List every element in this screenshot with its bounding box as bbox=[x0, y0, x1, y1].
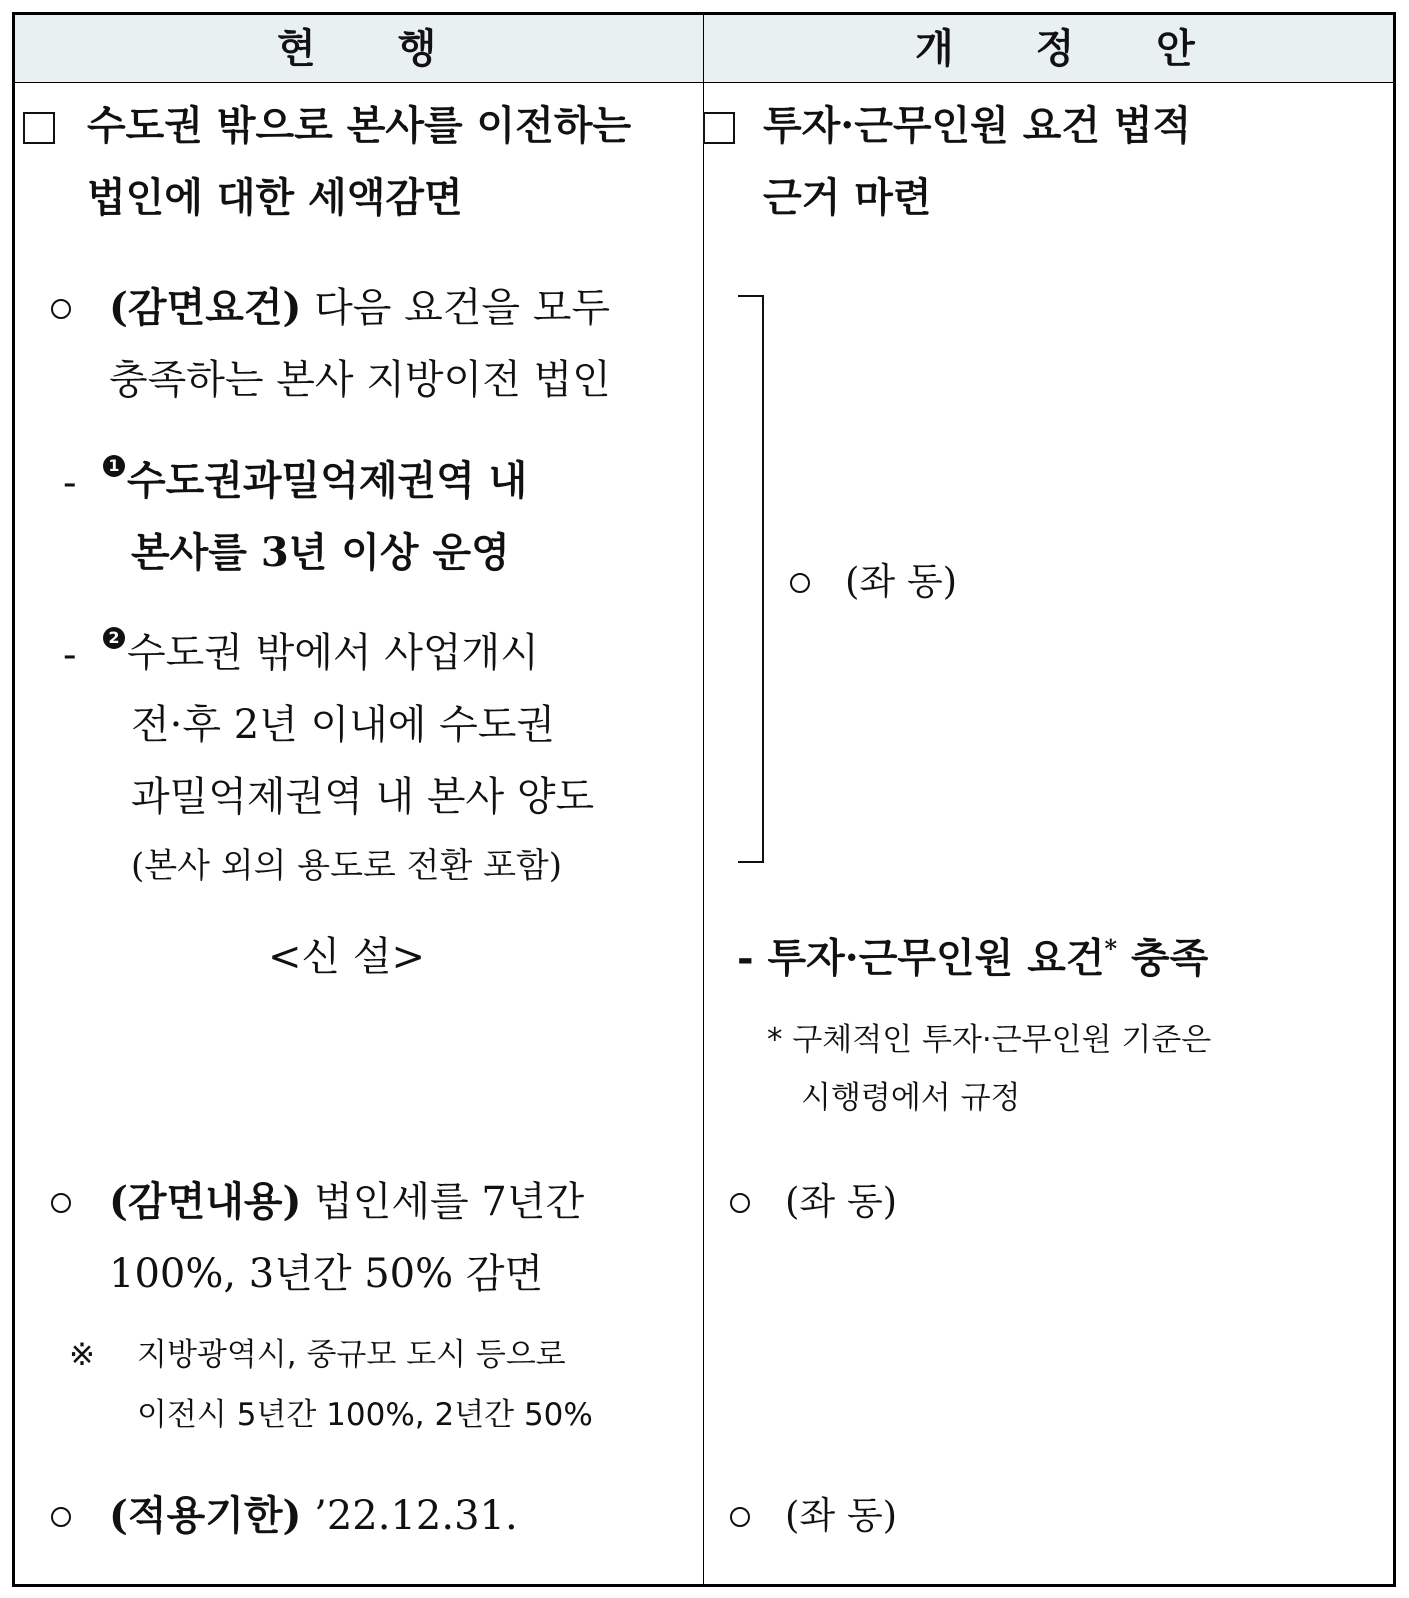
condition-2-text-d: (본사 외의 용도로 전환 포함) bbox=[131, 846, 563, 886]
content-text-a: 법인세를 7년간 bbox=[314, 1179, 585, 1225]
bullet-circle-icon bbox=[51, 1507, 71, 1527]
requirement-line-1 bbox=[109, 284, 611, 331]
number-2-icon: 2 bbox=[103, 627, 125, 649]
note-mark: ※ bbox=[69, 1337, 95, 1373]
content-text-b: 100%, 3년간 50% 감면 bbox=[109, 1251, 544, 1297]
new-requirement-text-a: - 투자·근무인원 요건 bbox=[737, 934, 1105, 982]
period-label: (적용기한) bbox=[109, 1492, 302, 1539]
bracket-marker bbox=[738, 295, 764, 863]
condition-2-text-b: 전·후 2년 이내에 수도권 bbox=[131, 702, 556, 748]
proposed-section-title: 투자·근무인원 요건 법적 bbox=[763, 102, 1192, 149]
dash-marker: - bbox=[63, 460, 77, 506]
comparison-table bbox=[12, 12, 1396, 1587]
bullet-circle-icon bbox=[51, 299, 71, 319]
footnote-star: * bbox=[1104, 934, 1118, 963]
checkbox-square-icon bbox=[703, 112, 735, 144]
content-line-1 bbox=[109, 1178, 585, 1225]
header-proposed: 개 정 안 bbox=[915, 25, 1229, 72]
current-section-title-2: 법인에 대한 세액감면 bbox=[87, 175, 463, 221]
condition-2-line-a bbox=[103, 628, 539, 676]
condition-1-line-a bbox=[103, 456, 528, 504]
condition-2-text-c: 과밀억제권역 내 본사 양도 bbox=[131, 774, 595, 820]
condition-2-text-a: 수도권 밖에서 사업개시 bbox=[127, 630, 539, 676]
bullet-circle-icon bbox=[730, 1507, 750, 1527]
same-as-left-2: (좌 동) bbox=[785, 1180, 898, 1223]
footnote-text-b: 시행령에서 규정 bbox=[801, 1080, 1021, 1116]
current-section-title: 수도권 밖으로 본사를 이전하는 bbox=[87, 103, 632, 149]
header-current: 현 행 bbox=[277, 25, 471, 72]
number-1-icon: 1 bbox=[103, 455, 125, 477]
footnote-text-a: * 구체적인 투자·근무인원 기준은 bbox=[767, 1022, 1212, 1058]
bullet-circle-icon bbox=[790, 573, 810, 593]
bullet-circle-icon bbox=[730, 1193, 750, 1213]
condition-1-text-b: 본사를 3년 이상 운영 bbox=[131, 529, 510, 576]
checkbox-square-icon bbox=[23, 112, 55, 144]
same-as-left-3: (좌 동) bbox=[785, 1494, 898, 1537]
new-requirement-line bbox=[737, 934, 1209, 982]
condition-1-text-a: 수도권과밀억제권역 내 bbox=[127, 457, 528, 504]
note-text-b: 이전시 5년간 100%, 2년간 50% bbox=[137, 1397, 593, 1433]
note-text-a: 지방광역시, 중규모 도시 등으로 bbox=[137, 1337, 566, 1373]
bullet-circle-icon bbox=[51, 1193, 71, 1213]
period-line bbox=[109, 1492, 518, 1539]
new-requirement-text-b: 충족 bbox=[1117, 934, 1209, 982]
same-as-left-1: (좌 동) bbox=[845, 560, 958, 603]
requirement-text-b: 충족하는 본사 지방이전 법인 bbox=[109, 357, 611, 403]
column-divider bbox=[703, 15, 704, 1584]
requirement-text-a: 다음 요건을 모두 bbox=[314, 285, 611, 331]
requirement-label: (감면요건) bbox=[109, 284, 302, 331]
period-value: ’22.12.31. bbox=[314, 1493, 518, 1539]
proposed-section-title-2: 근거 마련 bbox=[763, 174, 932, 221]
content-label: (감면내용) bbox=[109, 1178, 302, 1225]
dash-marker: - bbox=[63, 632, 77, 678]
new-provision-marker: <신 설> bbox=[268, 934, 426, 980]
